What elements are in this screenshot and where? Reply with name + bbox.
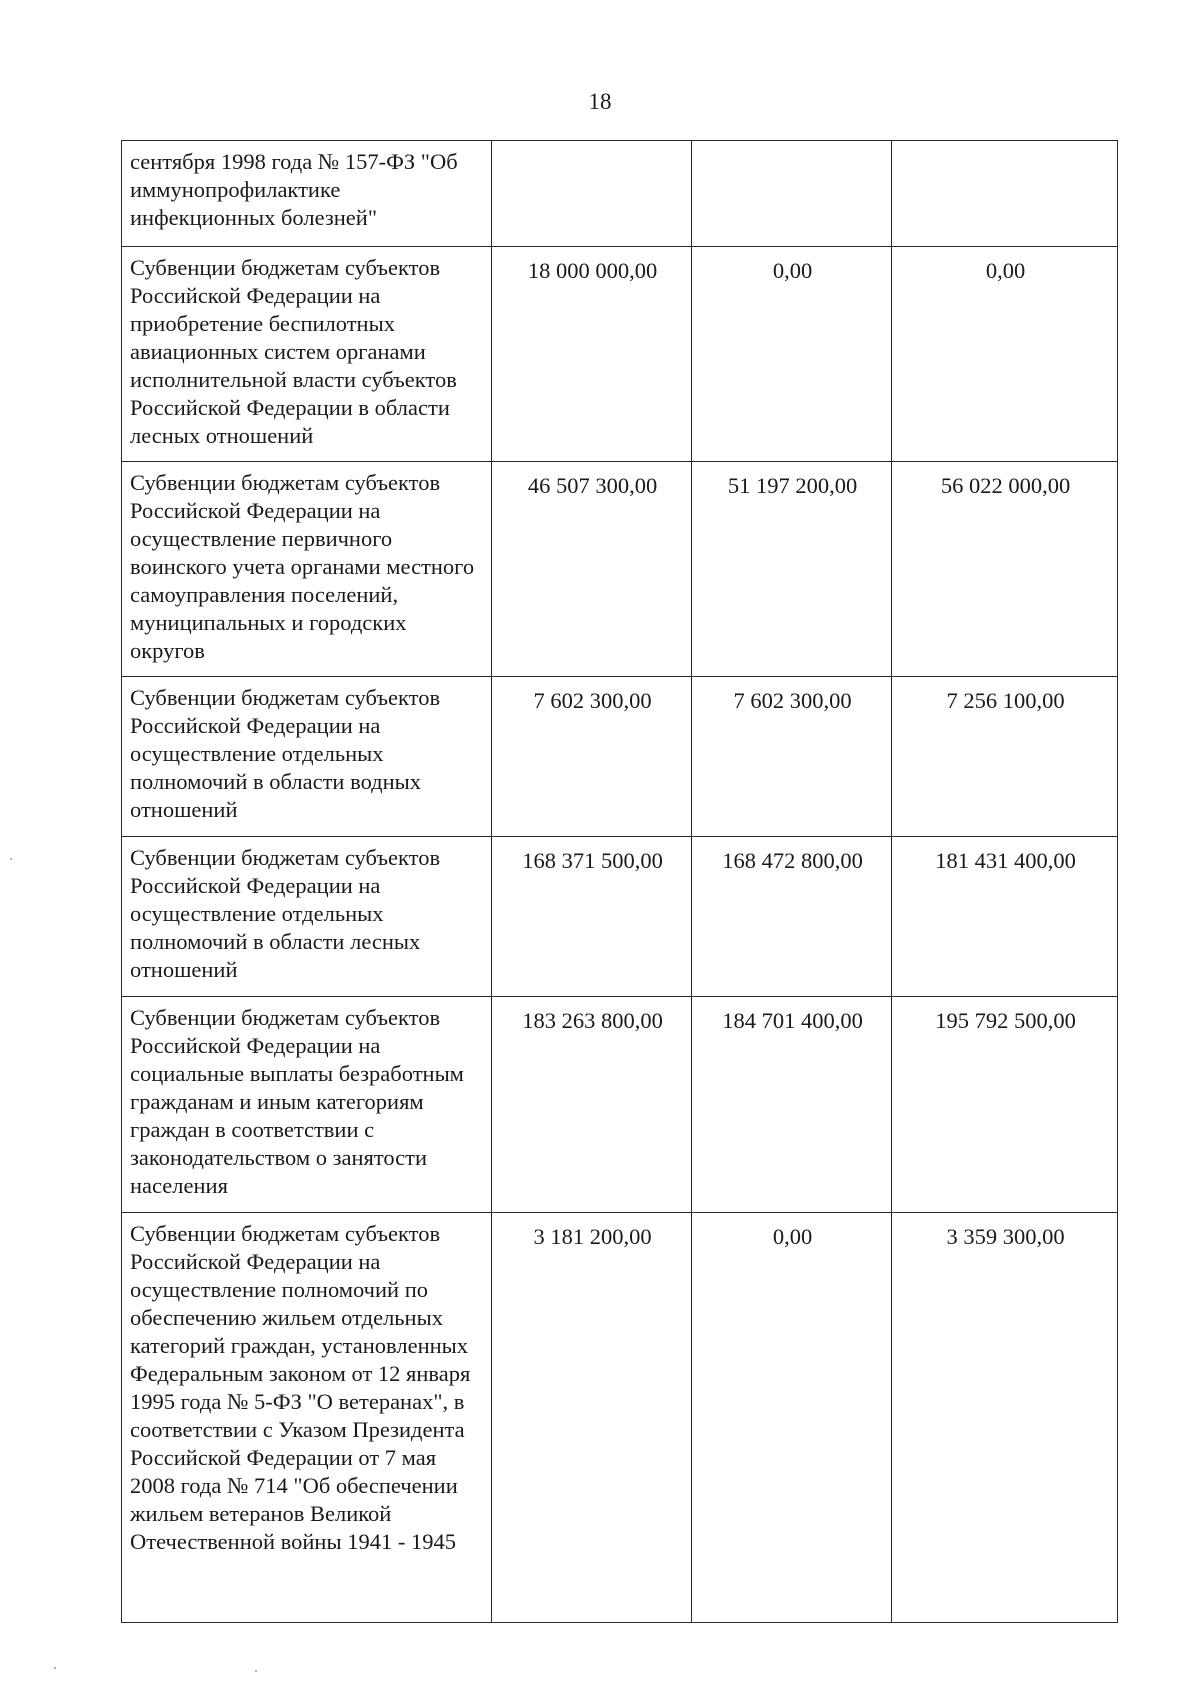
row-name-cell: сентября 1998 года № 157-ФЗ "Об иммунопрофилактике инфекционных болезней" <box>122 141 492 247</box>
table-row <box>122 1213 1118 1623</box>
scan-speck <box>10 858 12 860</box>
value-cell-year1 <box>492 141 692 247</box>
value-cell-year2: 0,00 <box>692 1213 892 1623</box>
row-name-cell: Субвенции бюджетам субъектов Российской Федерации на осуществление отдельных полномочий в области водных отношений <box>122 677 492 837</box>
table-row <box>122 677 1118 837</box>
table-row <box>122 247 1118 462</box>
value-cell-year2: 51 197 200,00 <box>692 462 892 677</box>
row-name-cell: Субвенции бюджетам субъектов Российской Федерации на осуществление полномочий по обеспечению жильем отдельных категорий граждан, установленных Федеральным законом от 12 января 1995 года № 5-ФЗ "О ветеранах", в соответствии с Указом Президента Российской Федерации от 7 мая 2008 года № 714 "Об обеспечении жильем ветеранов Великой Отечественной войны 1941 - 1945 <box>122 1213 492 1623</box>
table-row <box>122 462 1118 677</box>
value-cell-year2 <box>692 141 892 247</box>
row-name-cell: Субвенции бюджетам субъектов Российской Федерации на социальные выплаты безработным гражданам и иным категориям граждан в соответствии с законодательством о занятости населения <box>122 997 492 1213</box>
table-row <box>122 837 1118 997</box>
value-cell-year3: 7 256 100,00 <box>892 677 1118 837</box>
scan-speck <box>255 1670 257 1672</box>
value-cell-year1: 46 507 300,00 <box>492 462 692 677</box>
value-cell-year2: 168 472 800,00 <box>692 837 892 997</box>
value-cell-year2: 0,00 <box>692 247 892 462</box>
value-cell-year2: 7 602 300,00 <box>692 677 892 837</box>
value-cell-year1: 168 371 500,00 <box>492 837 692 997</box>
value-cell-year1: 183 263 800,00 <box>492 997 692 1213</box>
page-number: 18 <box>588 89 612 114</box>
value-cell-year1: 3 181 200,00 <box>492 1213 692 1623</box>
value-cell-year2: 184 701 400,00 <box>692 997 892 1213</box>
value-cell-year3: 181 431 400,00 <box>892 837 1118 997</box>
budget-table <box>121 140 1118 1623</box>
row-name-cell: Субвенции бюджетам субъектов Российской Федерации на осуществление первичного воинского учета органами местного самоуправления поселений, муниципальных и городских округов <box>122 462 492 677</box>
value-cell-year1: 18 000 000,00 <box>492 247 692 462</box>
row-name-cell: Субвенции бюджетам субъектов Российской Федерации на приобретение беспилотных авиационных систем органами исполнительной власти субъектов Российской Федерации в области лесных отношений <box>122 247 492 462</box>
value-cell-year3 <box>892 141 1118 247</box>
value-cell-year3: 195 792 500,00 <box>892 997 1118 1213</box>
table-row <box>122 141 1118 247</box>
value-cell-year1: 7 602 300,00 <box>492 677 692 837</box>
scan-speck <box>54 1667 56 1669</box>
value-cell-year3: 3 359 300,00 <box>892 1213 1118 1623</box>
table-row <box>122 997 1118 1213</box>
value-cell-year3: 56 022 000,00 <box>892 462 1118 677</box>
value-cell-year3: 0,00 <box>892 247 1118 462</box>
row-name-cell: Субвенции бюджетам субъектов Российской Федерации на осуществление отдельных полномочий в области лесных отношений <box>122 837 492 997</box>
